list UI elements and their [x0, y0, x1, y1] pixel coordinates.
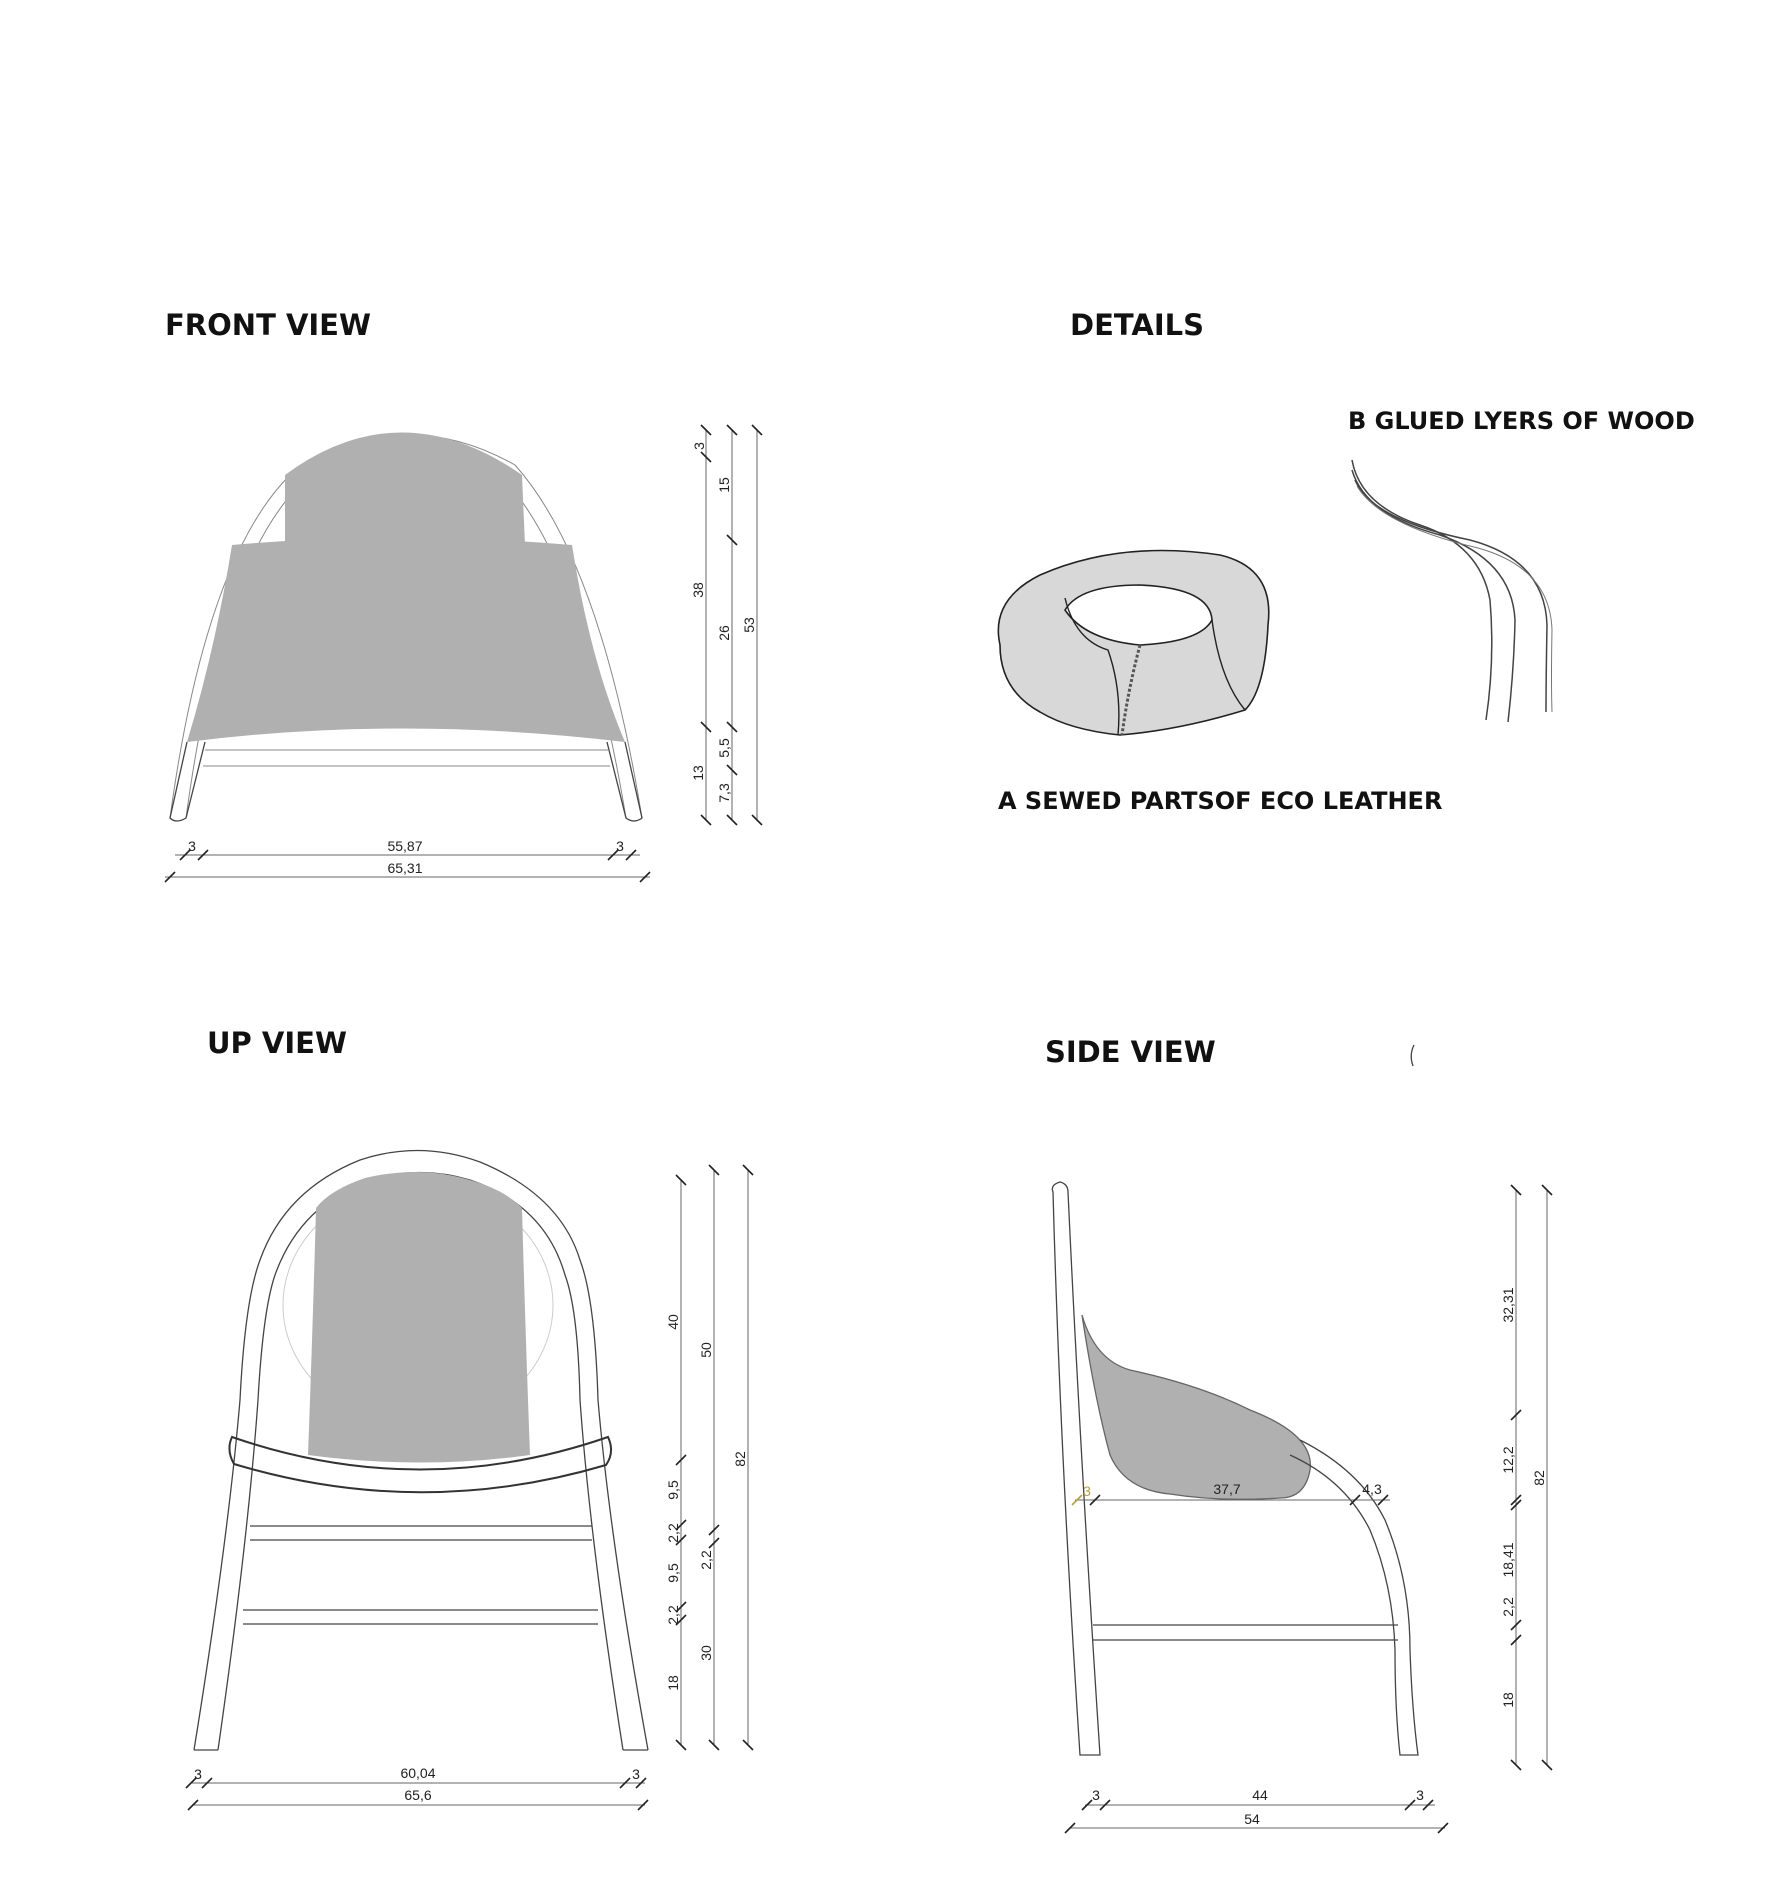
side-dim-base-total: 54 — [1244, 1811, 1260, 1827]
side-dim-base-right: 3 — [1416, 1787, 1424, 1803]
front-seat-leather — [187, 538, 625, 743]
side-dim-h-32-31: 32,31 — [1500, 1287, 1516, 1323]
side-seat-leather — [1082, 1315, 1310, 1499]
front-dim-h-38: 38 — [690, 582, 706, 598]
side-dim-h-12-2: 12,2 — [1500, 1446, 1516, 1474]
side-dim-base-left: 3 — [1092, 1787, 1100, 1803]
front-dim-h-5-5: 5,5 — [716, 738, 732, 758]
side-dim-seat-depth: 37,7 — [1213, 1481, 1241, 1497]
up-dim-h-9-5-b: 9,5 — [665, 1563, 681, 1583]
stray-mark — [1411, 1045, 1414, 1066]
side-dim-seat-right: 4,3 — [1362, 1481, 1382, 1497]
detail-b-wood-layers-drawing — [1352, 460, 1552, 722]
side-dim-h-18: 18 — [1500, 1692, 1516, 1708]
up-dim-width-inner: 60,04 — [400, 1765, 436, 1781]
detail-a-label: A SEWED PARTSOF ECO LEATHER — [998, 787, 1443, 815]
front-dim-leg-left: 3 — [188, 838, 196, 854]
side-dim-base-inner: 44 — [1252, 1787, 1268, 1803]
front-dim-h-26: 26 — [716, 625, 732, 641]
front-dim-h-3: 3 — [691, 442, 707, 450]
front-dim-h-7-3: 7,3 — [716, 783, 732, 803]
up-view-drawing — [194, 1150, 648, 1750]
details-heading: DETAILS — [1070, 308, 1205, 342]
side-view-heading: SIDE VIEW — [1045, 1035, 1216, 1069]
up-dim-h-2-2-a: 2,2 — [665, 1523, 681, 1543]
side-dim-seat-left: 3 — [1083, 1483, 1091, 1499]
front-dim-h-15: 15 — [716, 477, 732, 493]
front-dim-h-13: 13 — [690, 765, 706, 781]
up-dim-h-30: 30 — [698, 1645, 714, 1661]
front-view-drawing — [170, 433, 642, 822]
front-dim-leg-right: 3 — [616, 838, 624, 854]
up-dim-h-40: 40 — [665, 1314, 681, 1330]
up-dim-width-total: 65,6 — [404, 1787, 432, 1803]
detail-b-label: B GLUED LYERS OF WOOD — [1348, 407, 1695, 435]
side-view-drawing — [1052, 1182, 1418, 1755]
side-dim-h-82: 82 — [1531, 1470, 1547, 1486]
up-backrest-leather — [308, 1172, 530, 1463]
front-dim-width-inner: 55,87 — [387, 838, 423, 854]
front-backrest — [285, 433, 525, 546]
up-dim-h-2-2-b: 2,2 — [665, 1605, 681, 1625]
up-dim-h-82: 82 — [732, 1451, 748, 1467]
front-dim-width-total: 65,31 — [387, 860, 423, 876]
side-dim-h-18-41: 18,41 — [1500, 1542, 1516, 1578]
up-dim-h-50: 50 — [698, 1342, 714, 1358]
front-view-heading: FRONT VIEW — [165, 308, 371, 342]
up-dim-leg-left: 3 — [194, 1766, 202, 1782]
up-view-heading: UP VIEW — [207, 1026, 347, 1060]
up-dim-h-2-2-c: 2,2 — [698, 1550, 714, 1570]
up-dim-leg-right: 3 — [632, 1766, 640, 1782]
up-dim-h-9-5-a: 9,5 — [665, 1480, 681, 1500]
detail-a-leather-drawing — [998, 551, 1268, 736]
front-dim-h-53: 53 — [741, 617, 757, 633]
up-dim-h-18: 18 — [665, 1675, 681, 1691]
side-dim-h-2-2: 2,2 — [1500, 1597, 1516, 1617]
